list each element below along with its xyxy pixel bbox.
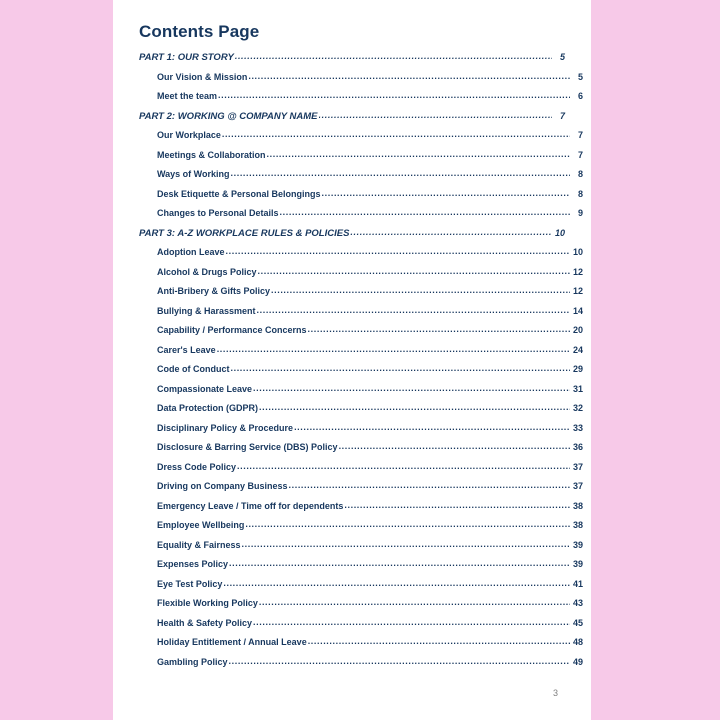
- toc-leader-dots: [339, 437, 570, 457]
- toc-entry-label: Meetings & Collaboration: [157, 149, 266, 160]
- toc-entry[interactable]: [139, 419, 583, 439]
- toc-entry[interactable]: [139, 302, 583, 322]
- toc-entry-label: Disciplinary Policy & Procedure: [157, 422, 294, 433]
- toc-leader-dots: [226, 242, 570, 262]
- toc-entry-page: 38: [572, 500, 583, 511]
- toc-entry[interactable]: [139, 633, 583, 653]
- toc-entry-page: 24: [572, 344, 583, 355]
- toc-entry-page: 7: [577, 149, 583, 160]
- toc-entry-page: 5: [559, 52, 565, 62]
- toc-leader-dots: [237, 457, 570, 477]
- toc-leader-dots: [322, 184, 570, 204]
- toc-entry[interactable]: [139, 614, 583, 634]
- toc-leader-dots: [350, 223, 552, 243]
- toc-entry-label: Expenses Policy: [157, 559, 229, 569]
- table-of-contents: [139, 48, 583, 672]
- toc-entry-label: Gambling Policy: [157, 656, 228, 667]
- toc-entry-page: 32: [572, 403, 583, 413]
- toc-entry-page: 31: [572, 383, 583, 394]
- toc-entry-page: 38: [572, 520, 583, 530]
- toc-entry-label: Desk Etiquette & Personal Belongings: [157, 188, 321, 199]
- toc-entry-page: 6: [577, 91, 583, 101]
- toc-entry-page: 39: [572, 559, 583, 569]
- toc-leader-dots: [235, 47, 552, 67]
- toc-entry[interactable]: [139, 263, 583, 283]
- toc-entry-label: Alcohol & Drugs Policy: [157, 266, 257, 277]
- toc-leader-dots: [271, 281, 570, 301]
- toc-leader-dots: [267, 145, 570, 165]
- toc-entry[interactable]: [139, 380, 583, 400]
- toc-entry-page: 12: [572, 286, 583, 296]
- toc-entry-label: Equality & Fairness: [157, 539, 241, 550]
- toc-leader-dots: [258, 262, 570, 282]
- toc-leader-dots: [308, 320, 570, 340]
- toc-entry[interactable]: [139, 458, 583, 478]
- toc-entry-label: Data Protection (GDPR): [157, 403, 259, 413]
- toc-entry-label: Our Vision & Mission: [157, 71, 248, 82]
- toc-entry-label: Health & Safety Policy: [157, 617, 253, 628]
- toc-entry-label: Eye Test Policy: [157, 578, 223, 589]
- toc-entry-label: Code of Conduct: [157, 364, 230, 374]
- toc-entry-page: 10: [554, 227, 565, 238]
- toc-entry-label: Capability / Performance Concerns: [157, 325, 307, 335]
- toc-leader-dots: [248, 67, 570, 87]
- page-title: Contents Page: [139, 22, 260, 41]
- toc-entry-page: 10: [572, 247, 583, 257]
- toc-entry-page: 20: [572, 325, 583, 335]
- toc-leader-dots: [218, 86, 570, 106]
- toc-entry[interactable]: [139, 399, 583, 419]
- toc-entry[interactable]: [139, 243, 583, 263]
- toc-entry-page: 41: [572, 578, 583, 589]
- toc-entry-page: 8: [577, 169, 583, 179]
- toc-entry[interactable]: [139, 68, 583, 88]
- toc-entry[interactable]: [139, 653, 583, 673]
- toc-entry-label: Changes to Personal Details: [157, 208, 279, 218]
- toc-entry[interactable]: [139, 438, 583, 458]
- toc-entry[interactable]: [139, 165, 583, 185]
- toc-entry-page: 39: [572, 539, 583, 550]
- toc-leader-dots: [259, 593, 570, 613]
- toc-entry[interactable]: [139, 146, 583, 166]
- toc-leader-dots: [259, 398, 570, 418]
- toc-entry[interactable]: [139, 282, 583, 302]
- document-page: [113, 0, 591, 720]
- toc-leader-dots: [294, 418, 570, 438]
- toc-entry-page: 9: [577, 208, 583, 218]
- toc-entry[interactable]: [139, 107, 565, 127]
- toc-entry[interactable]: [139, 555, 583, 575]
- toc-entry-page: 12: [572, 266, 583, 277]
- toc-entry[interactable]: [139, 341, 583, 361]
- toc-entry[interactable]: [139, 126, 583, 146]
- toc-entry-label: Driving on Company Business: [157, 481, 288, 491]
- toc-entry-page: 48: [572, 637, 583, 647]
- page-number: 3: [552, 688, 558, 698]
- toc-entry-label: Meet the team: [157, 91, 218, 101]
- toc-entry[interactable]: [139, 87, 583, 107]
- toc-leader-dots: [289, 476, 570, 496]
- toc-leader-dots: [229, 652, 570, 672]
- toc-leader-dots: [253, 379, 570, 399]
- toc-entry[interactable]: [139, 497, 583, 517]
- toc-leader-dots: [257, 301, 570, 321]
- toc-leader-dots: [223, 574, 570, 594]
- toc-entry[interactable]: [139, 594, 583, 614]
- toc-entry-page: 29: [572, 364, 583, 374]
- toc-entry[interactable]: [139, 516, 583, 536]
- toc-entry-label: Adoption Leave: [157, 247, 225, 257]
- toc-entry-page: 5: [577, 71, 583, 82]
- toc-entry-label: Our Workplace: [157, 130, 221, 140]
- toc-leader-dots: [245, 515, 570, 535]
- toc-leader-dots: [308, 632, 570, 652]
- toc-leader-dots: [280, 203, 570, 223]
- toc-leader-dots: [231, 359, 571, 379]
- toc-entry[interactable]: [139, 360, 583, 380]
- toc-entry-label: Bullying & Harassment: [157, 305, 256, 316]
- toc-entry[interactable]: [139, 224, 565, 244]
- toc-entry[interactable]: [139, 575, 583, 595]
- toc-entry-page: 37: [572, 461, 583, 472]
- toc-leader-dots: [253, 613, 570, 633]
- toc-entry-label: Compassionate Leave: [157, 383, 253, 394]
- toc-entry-label: Carer's Leave: [157, 344, 216, 355]
- toc-entry-page: 14: [572, 305, 583, 316]
- toc-leader-dots: [222, 125, 570, 145]
- toc-entry-label: Anti-Bribery & Gifts Policy: [157, 286, 271, 296]
- toc-entry-page: 36: [572, 442, 583, 452]
- toc-leader-dots: [231, 164, 570, 184]
- toc-entry[interactable]: [139, 185, 583, 205]
- toc-entry-label: PART 3: A-Z WORKPLACE RULES & POLICIES: [139, 227, 350, 239]
- toc-entry-label: Emergency Leave / Time off for dependents: [157, 500, 344, 511]
- toc-entry-label: Dress Code Policy: [157, 461, 237, 472]
- toc-entry-page: 37: [572, 481, 583, 491]
- toc-entry-page: 7: [559, 110, 565, 121]
- toc-entry-page: 45: [572, 617, 583, 628]
- toc-entry[interactable]: [139, 204, 583, 224]
- toc-entry-page: 8: [577, 188, 583, 199]
- toc-leader-dots: [319, 106, 552, 126]
- toc-entry-label: Holiday Entitlement / Annual Leave: [157, 637, 307, 647]
- toc-entry-label: PART 2: WORKING @ COMPANY NAME: [139, 110, 318, 122]
- toc-entry-label: PART 1: OUR STORY: [139, 52, 234, 63]
- toc-entry-page: 49: [572, 656, 583, 667]
- toc-entry-label: Ways of Working: [157, 169, 230, 179]
- toc-entry[interactable]: [139, 48, 565, 68]
- toc-entry-label: Disclosure & Barring Service (DBS) Policy: [157, 442, 338, 452]
- toc-leader-dots: [229, 554, 570, 574]
- toc-entry-label: Employee Wellbeing: [157, 520, 245, 530]
- toc-entry-page: 43: [572, 598, 583, 608]
- toc-entry[interactable]: [139, 477, 583, 497]
- toc-leader-dots: [344, 496, 570, 516]
- toc-entry-page: 33: [572, 422, 583, 433]
- toc-entry-label: Flexible Working Policy: [157, 598, 258, 608]
- toc-entry[interactable]: [139, 321, 583, 341]
- toc-entry-page: 7: [577, 130, 583, 140]
- toc-entry[interactable]: [139, 536, 583, 556]
- toc-leader-dots: [217, 340, 570, 360]
- toc-leader-dots: [242, 535, 570, 555]
